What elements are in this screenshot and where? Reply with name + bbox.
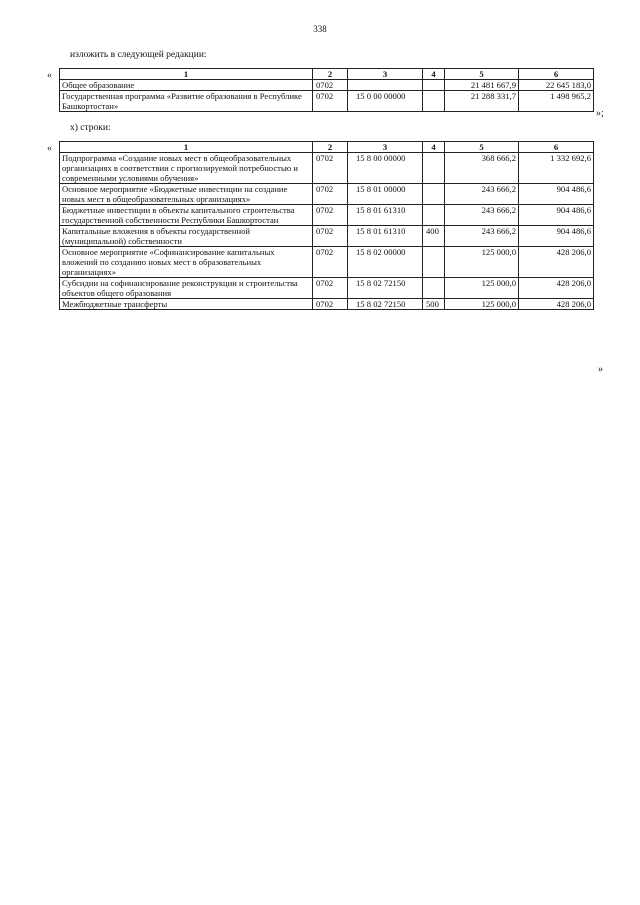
column-header-1: 1	[60, 142, 313, 153]
value-cell: 428 206,0	[519, 247, 594, 278]
table-row	[60, 91, 594, 112]
type-cell	[423, 247, 445, 278]
target-cell: 15 8 00 00000	[348, 153, 423, 184]
value-cell: 125 000,0	[445, 299, 519, 310]
section-cell: 0702	[313, 278, 348, 299]
value-cell: 428 206,0	[519, 278, 594, 299]
column-header-2: 2	[313, 142, 348, 153]
value-cell: 904 486,6	[519, 184, 594, 205]
close-quote-1: »;	[596, 108, 604, 119]
value-cell: 125 000,0	[445, 278, 519, 299]
target-cell: 15 8 01 61310	[348, 226, 423, 247]
type-cell: 500	[423, 299, 445, 310]
section-cell: 0702	[313, 247, 348, 278]
column-header-6: 6	[519, 69, 594, 80]
table-row	[60, 226, 594, 247]
type-cell	[423, 184, 445, 205]
section-cell: 0702	[313, 299, 348, 310]
name-cell: Основное мероприятие «Софинансирование капитальных вложений по созданию новых мест в образовательных организациях»	[60, 247, 313, 278]
section-cell: 0702	[313, 80, 348, 91]
section-cell: 0702	[313, 153, 348, 184]
name-cell: Бюджетные инвестиции в объекты капитального строительства государственной собственности Республики Башкортостан	[60, 205, 313, 226]
name-cell: Межбюджетные трансферты	[60, 299, 313, 310]
target-cell: 15 8 02 00000	[348, 247, 423, 278]
column-header-6: 6	[519, 142, 594, 153]
value-cell: 243 666,2	[445, 184, 519, 205]
name-cell: Общее образование	[60, 80, 313, 91]
target-cell: 15 8 02 72150	[348, 299, 423, 310]
value-cell: 243 666,2	[445, 226, 519, 247]
value-cell: 904 486,6	[519, 205, 594, 226]
intro-text-2: х) строки:	[70, 123, 111, 133]
section-cell: 0702	[313, 91, 348, 112]
page-number: 338	[313, 24, 327, 34]
column-header-3: 3	[348, 69, 423, 80]
table-row	[60, 153, 594, 184]
header-row	[60, 142, 594, 153]
intro-text: изложить в следующей редакции:	[70, 50, 207, 60]
value-cell: 1 498 965,2	[519, 91, 594, 112]
table-body-1	[60, 80, 594, 112]
section-cell: 0702	[313, 205, 348, 226]
open-quote-1: «	[47, 70, 52, 81]
type-cell	[423, 153, 445, 184]
column-header-3: 3	[348, 142, 423, 153]
target-cell: 15 8 01 61310	[348, 205, 423, 226]
close-quote-2: »	[598, 364, 603, 375]
value-cell: 904 486,6	[519, 226, 594, 247]
value-cell: 428 206,0	[519, 299, 594, 310]
name-cell: Основное мероприятие «Бюджетные инвестиции на создание новых мест в общеобразовательных организациях»	[60, 184, 313, 205]
column-header-2: 2	[313, 69, 348, 80]
target-cell	[348, 80, 423, 91]
budget-table-1	[59, 68, 594, 112]
value-cell: 368 666,2	[445, 153, 519, 184]
value-cell: 22 645 183,0	[519, 80, 594, 91]
value-cell: 1 332 692,6	[519, 153, 594, 184]
value-cell: 125 000,0	[445, 247, 519, 278]
type-cell	[423, 91, 445, 112]
section-cell: 0702	[313, 226, 348, 247]
value-cell: 21 481 667,9	[445, 80, 519, 91]
type-cell	[423, 278, 445, 299]
value-cell: 21 288 331,7	[445, 91, 519, 112]
budget-table-2	[59, 141, 594, 310]
type-cell	[423, 80, 445, 91]
table-row	[60, 205, 594, 226]
type-cell: 400	[423, 226, 445, 247]
column-header-1: 1	[60, 69, 313, 80]
table-body-2	[60, 153, 594, 310]
value-cell: 243 666,2	[445, 205, 519, 226]
target-cell: 15 0 00 00000	[348, 91, 423, 112]
column-header-4: 4	[423, 69, 445, 80]
column-header-4: 4	[423, 142, 445, 153]
table-row	[60, 184, 594, 205]
header-row	[60, 69, 594, 80]
open-quote-2: «	[47, 143, 52, 154]
name-cell: Государственная программа «Развитие образования в Республике Башкортостан»	[60, 91, 313, 112]
column-header-5: 5	[445, 142, 519, 153]
table-row	[60, 80, 594, 91]
name-cell: Субсидии на софинансирование реконструкции и строительства объектов общего образования	[60, 278, 313, 299]
table-row	[60, 299, 594, 310]
table-row	[60, 278, 594, 299]
table-row	[60, 247, 594, 278]
section-cell: 0702	[313, 184, 348, 205]
target-cell: 15 8 01 00000	[348, 184, 423, 205]
column-header-5: 5	[445, 69, 519, 80]
name-cell: Подпрограмма «Создание новых мест в общеобразовательных организациях в соответствии с прогнозируемой потребностью и современными условиями обучения»	[60, 153, 313, 184]
target-cell: 15 8 02 72150	[348, 278, 423, 299]
type-cell	[423, 205, 445, 226]
name-cell: Капитальные вложения в объекты государственной (муниципальной) собственности	[60, 226, 313, 247]
